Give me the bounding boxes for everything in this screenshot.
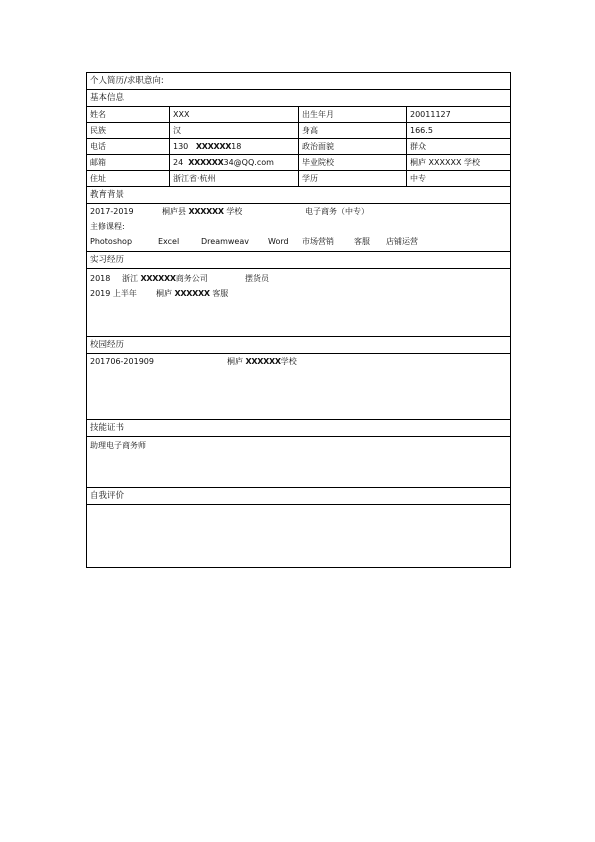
skills-heading [87,420,510,437]
email-suffix: 34@QQ.com [223,158,274,167]
education-major: 电子商务（中专） [305,207,369,216]
self-eval-section [87,505,510,567]
value-graduate-school: 桐庐 XXXXXX 学校 [410,158,480,167]
course-item: Excel [158,237,180,246]
label-politics: 政治面貌 [299,139,407,154]
value-height: 166.5 [410,126,433,135]
label-degree: 学历 [299,171,407,186]
value-politics: 群众 [410,142,426,151]
value-phone [170,139,299,154]
education-heading-text: 教育背景 [90,190,125,200]
label-graduate-school: 毕业院校 [299,155,407,170]
value-address: 浙江省·杭州 [170,171,299,186]
skills-heading-text: 技能证书 [90,423,125,433]
info-row-email [87,155,510,171]
email-prefix: 24 [173,158,184,167]
campus-section [87,356,510,420]
internship-period: 2019 上半年 [90,289,137,298]
course-item: 市场营销 [302,237,334,246]
value-name: XXX [170,107,299,122]
course-item: 店铺运营 [386,237,418,246]
basic-info-heading-text: 基本信息 [90,93,125,103]
internship-company-prefix: 浙江 [122,274,138,283]
campus-heading [87,337,510,354]
education-heading [87,187,510,204]
campus-period: 201706-201909 [90,357,154,366]
value-birth: 20011127 [410,110,451,119]
courses-list [90,236,510,248]
internship-position [156,288,228,300]
internship-section [87,273,510,337]
label-email: 邮箱 [87,155,170,170]
resume-title [87,73,510,90]
label-height: 身高 [299,123,407,138]
education-section [87,206,510,252]
internship-company-suffix: 商务公司 [175,274,208,283]
label-phone: 电话 [87,139,170,154]
info-row-phone [87,139,510,155]
course-item: 客服 [354,237,370,246]
internship-position-prefix: 桐庐 [156,289,172,298]
label-birth: 出生年月 [299,107,407,122]
value-degree: 中专 [410,174,426,183]
skills-item: 助理电子商务师 [90,441,146,450]
internship-company-mask: XXXXXX [140,274,176,283]
internship-year: 2018 [90,274,111,283]
info-row-ethnicity [87,123,510,139]
label-name: 姓名 [87,107,170,122]
education-school-suffix: 学校 [226,207,243,216]
email-mask: XXXXXX [188,158,224,167]
education-school-mask: XXXXXX [188,207,224,216]
education-line [90,206,510,218]
self-eval-heading [87,488,510,505]
course-item: Word [268,237,289,246]
education-school-prefix: 桐庐县 [162,207,186,216]
basic-info-heading [87,90,510,107]
internship-role: 摆货员 [245,274,269,283]
campus-place-suffix: 学校 [280,357,297,366]
internship-heading [87,252,510,269]
label-ethnicity: 民族 [87,123,170,138]
course-item: Photoshop [90,237,133,246]
course-item: Dreamweav [201,237,249,246]
campus-place-prefix: 桐庐 [227,357,243,366]
skills-section [87,440,510,488]
info-row-address [87,171,510,187]
internship-line-1 [90,273,510,285]
internship-company [122,273,208,285]
education-period: 2017-2019 [90,207,134,216]
resume-table [86,72,511,568]
internship-heading-text: 实习经历 [90,255,125,265]
value-email [170,155,299,170]
internship-position-suffix: 客服 [212,289,229,298]
internship-line-2 [90,288,510,300]
education-school [162,206,242,218]
campus-line [90,356,510,368]
campus-heading-text: 校园经历 [90,340,125,350]
self-eval-heading-text: 自我评价 [90,491,125,501]
courses-label: 主修课程: [90,222,125,231]
campus-place [227,356,297,368]
phone-suffix: 18 [231,142,242,151]
internship-position-mask: XXXXXX [174,289,210,298]
campus-place-mask: XXXXXX [245,357,281,366]
info-row-name [87,107,510,123]
phone-prefix: 130 [173,142,189,151]
label-address: 住址 [87,171,170,186]
resume-title-text: 个人简历/求职意向: [90,76,164,86]
value-ethnicity: 汉 [170,123,299,138]
phone-mask: XXXXXX [195,142,232,151]
